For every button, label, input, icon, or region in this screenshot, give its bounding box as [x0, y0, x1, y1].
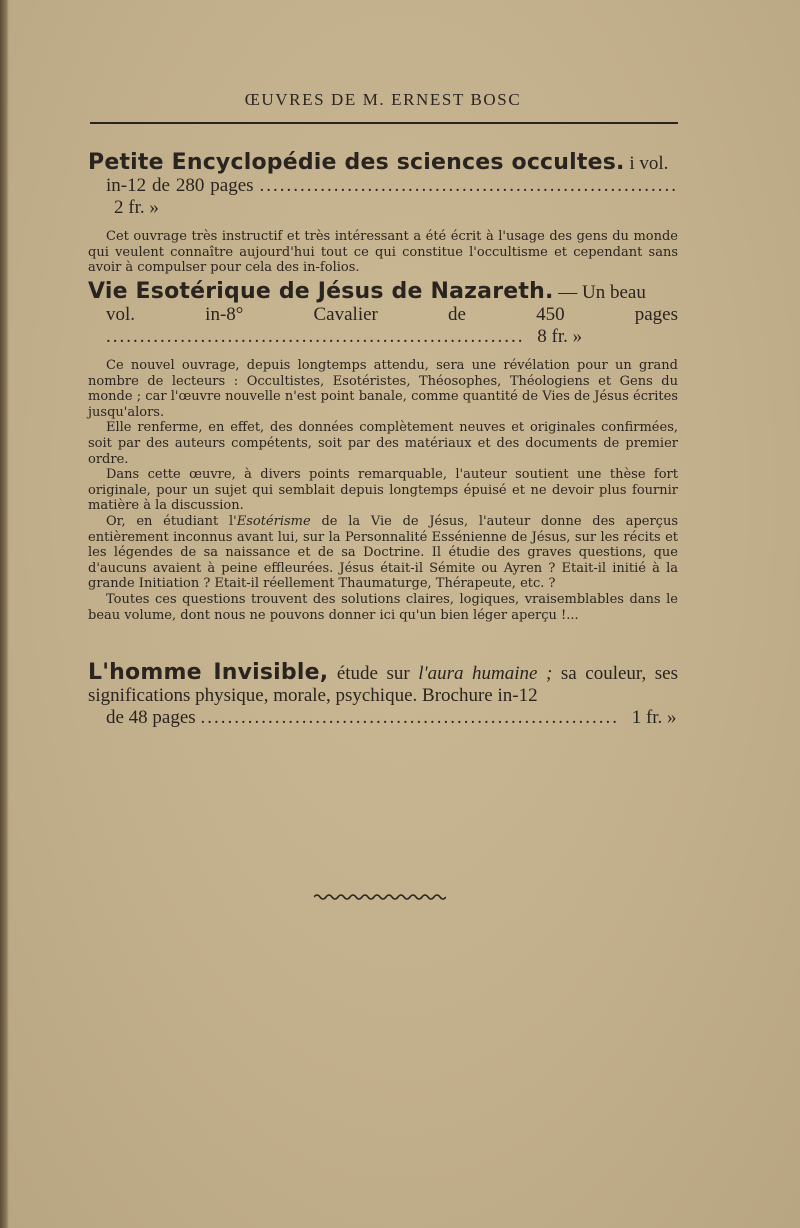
catalog-entry-homme-invisible	[88, 662, 678, 729]
entry-subtitle: étude sur	[328, 663, 419, 684]
entry-title: L'homme Invisible,	[88, 660, 329, 685]
page-spine-shadow	[0, 0, 9, 1228]
italic-term: Esotérisme	[236, 513, 311, 529]
entry-price-line	[88, 175, 678, 219]
description-paragraph: Cet ouvrage très instructif et très intéressant a été écrit à l'usage des gens du monde qui veulent connaître aujourd'hui tout ce qui constitue l'occultisme et cependant sans avoir à compulser pour cela des in-folios.	[88, 229, 678, 276]
entry-price: 1 fr. »	[631, 707, 677, 728]
leader-dots: ..............................................................	[200, 707, 619, 728]
entry-pages: de 48 pages	[106, 707, 196, 728]
entry-description	[88, 358, 678, 623]
description-paragraph: Toutes ces questions trouvent des solutions claires, logiques, vraisemblables dans le beau volume, dont nous ne pouvons donner ici qu'un bien léger aperçu !...	[88, 591, 678, 623]
wavy-ornament-rule	[314, 893, 446, 901]
entry-title: Vie Esotérique de Jésus de Nazareth.	[88, 279, 554, 304]
header-rule	[90, 122, 678, 124]
entry-format: i vol.	[624, 153, 669, 174]
description-paragraph: Ce nouvel ouvrage, depuis longtemps attendu, sera une révélation pour un grand nombre de lecteurs : Occultistes, Esotéristes, Théosophes, Théologiens et Gens du monde ; car l'œuvre nouvelle n'est point banale, comme quantité de Vies de Jésus écrites jusqu'alors.	[88, 358, 678, 420]
entry-format: — Un beau	[553, 282, 646, 303]
entry-price-line	[88, 707, 678, 729]
catalog-entry-encyclopedie	[88, 152, 678, 276]
description-paragraph: Elle renferme, en effet, des données complètement neuves et originales confirmées, soit par des auteurs compétents, soit par des matériaux et des documents de premier ordre.	[88, 420, 678, 467]
entry-subtitle-italic: l'aura humaine ;	[418, 663, 553, 684]
catalog-entry-vie-esoterique	[88, 281, 678, 623]
description-paragraph: Or, en étudiant l'Esotérisme de la Vie de Jésus, l'auteur donne des aperçus entièrement inconnus avant lui, sur la Personnalité Essénienne de Jésus, sur les récits et les légendes de sa naissance et de sa Doctrine. Il étudie des graves questions, que d'aucuns avaient à peine effleurées. Jésus était-il Sémite ou Ayren ? Etait-il initié à la grande Initiation ? Etait-il réellement Thaumaturge, Thérapeute, etc. ?	[88, 513, 678, 592]
entry-price-line	[88, 304, 678, 348]
leader-dots: ..............................................................	[106, 326, 525, 347]
entry-price: 2 fr. »	[114, 197, 159, 218]
entry-title: Petite Encyclopédie des sciences occultes.	[88, 150, 625, 175]
entry-description	[88, 229, 678, 276]
description-paragraph: Dans cette œuvre, à divers points remarquable, l'auteur soutient une thèse fort originale, pour un sujet qui semblait depuis longtemps épuisé et ne devoir plus fournir matière à la discussion.	[88, 467, 678, 514]
entry-pages: in-12 de 280 pages	[106, 175, 254, 196]
entry-pages: vol. in-8° Cavalier de 450 pages	[106, 304, 678, 325]
leader-dots: ..............................................................	[259, 175, 678, 196]
entry-price: 8 fr. »	[537, 326, 583, 347]
entry-subtitle-rest: sa couleur, ses significations physique, morale, psychique. Brochure in-12	[88, 663, 678, 706]
entry-heading	[88, 281, 678, 348]
entry-heading	[88, 152, 678, 219]
entry-heading	[88, 662, 678, 729]
running-head: ŒUVRES DE M. ERNEST BOSC	[244, 90, 522, 109]
